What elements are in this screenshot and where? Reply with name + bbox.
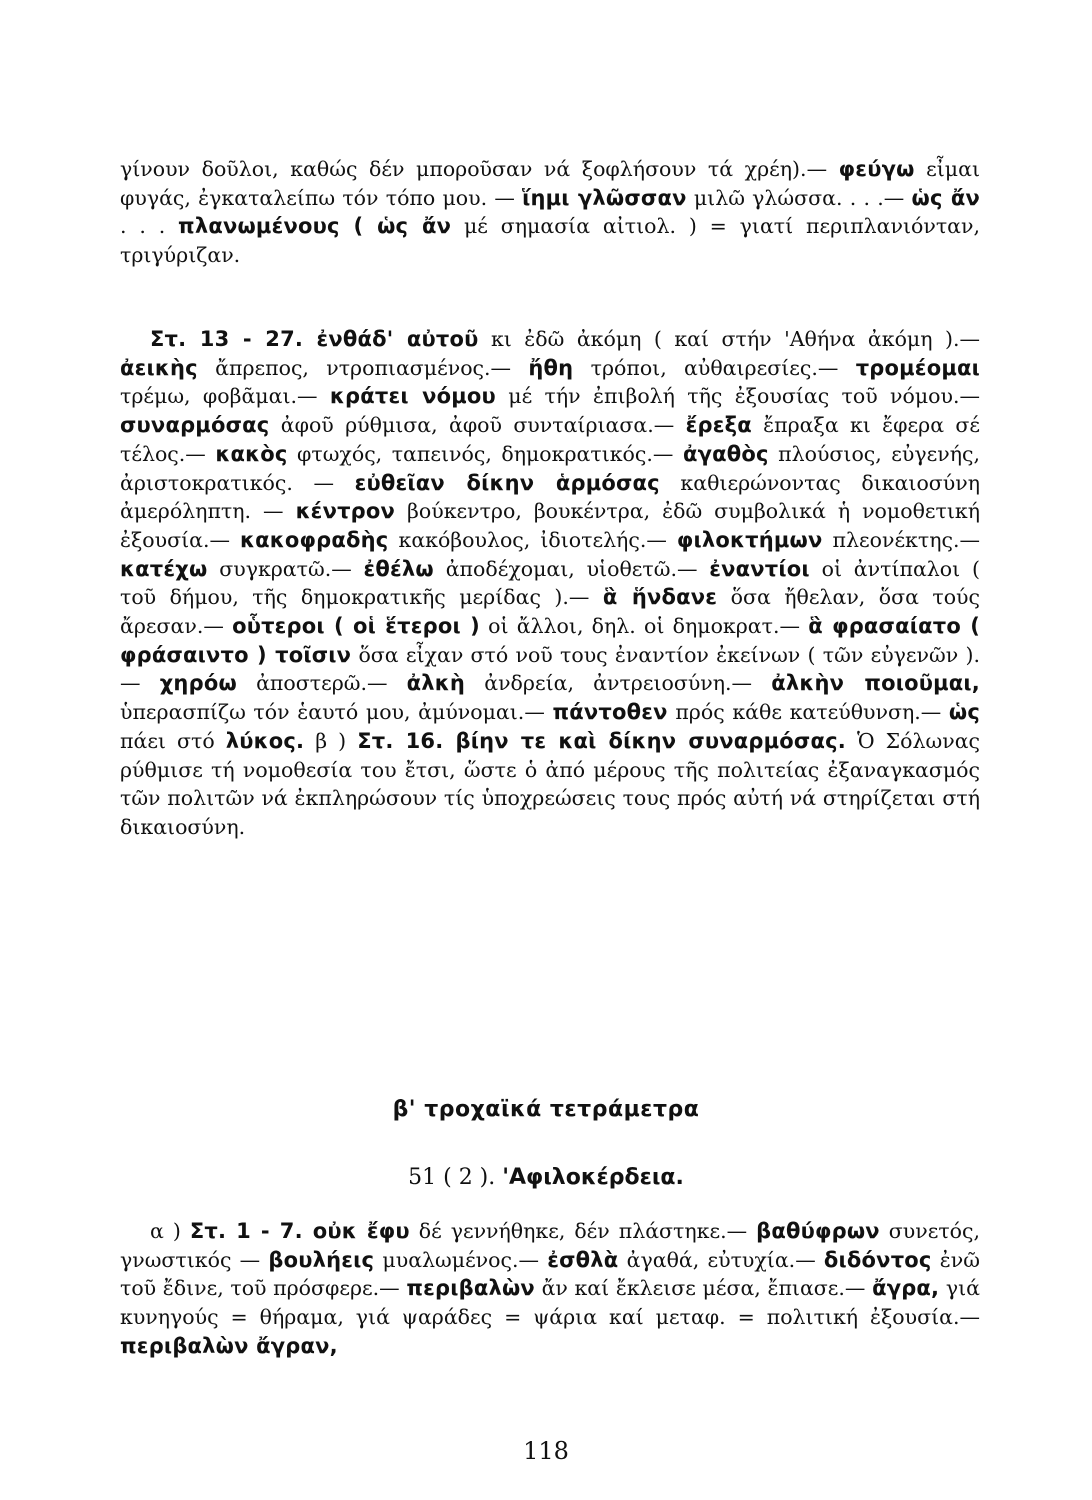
gloss-text: γιά κυνηγούς = θήραμα, γιά ψαράδες = ψάρια καί μεταφ. = πολιτική ἐξουσία.— <box>120 1276 980 1330</box>
gloss-text: κι ἐδῶ ἀκόμη ( καί στήν 'Αθήνα ἀκόμη ).— <box>478 327 981 351</box>
headword: τρομέομαι <box>855 355 980 380</box>
gloss-text: πρός κάθε κατεύθυνση.— <box>667 700 949 725</box>
headword: πάντοθεν <box>552 700 668 725</box>
headword: βουλήεις <box>268 1247 375 1272</box>
headword: χηρόω <box>159 671 237 696</box>
gloss-text: μιλῶ γλώσσα. . . .— <box>686 185 912 210</box>
poem-number: 51 ( 2 ). <box>408 1165 496 1190</box>
gloss-text: εἶμαι φυγάς, ἐγκαταλείπω τόν τόπο μου. — <box>120 157 980 210</box>
gloss-text: πλεονέκτης.— <box>822 527 980 552</box>
headword: φεύγω <box>838 157 915 181</box>
gloss-text: ὅσα εἶχαν στό νοῦ τους ἐναντίον ἐκείνων ( τῶν εὐγενῶν ).— <box>120 642 980 696</box>
gloss-text: μέ τήν ἐπιβολή τῆς ἐξουσίας τοῦ νόμου.— <box>495 384 980 409</box>
gloss-text: συνετός, γνωστικός — <box>120 1219 980 1272</box>
headword: πλανωμένους ( ὡς ἄν <box>178 214 452 239</box>
headword: κέντρον <box>295 499 396 524</box>
headword: ἀεικὴς <box>120 355 198 380</box>
headword: ἵημι γλῶσσαν <box>522 185 687 210</box>
headword: κακοφραδὴς <box>240 527 389 552</box>
headword: Στ. 16. βίην τε καὶ δίκην συναρμόσας. <box>357 728 846 753</box>
headword: οὗτεροι ( οἱ ἕτεροι ) <box>232 614 480 639</box>
headword: βαθύφρων <box>756 1219 880 1243</box>
headword: διδόντος <box>823 1247 932 1272</box>
gloss-text: μέ σημασία αἰτιολ. ) = γιατί περιπλανιόνταν, τριγύριζαν. <box>120 214 980 268</box>
headword: λύκος. <box>225 728 305 753</box>
headword: ἐναντίοι <box>709 556 810 581</box>
glossary-paragraph-lines-13-27 <box>120 325 980 842</box>
gloss-text: ἄπρεπος, ντροπιασμένος.— <box>197 355 529 380</box>
gloss-text: μυαλωμένος.— <box>374 1247 548 1272</box>
headword: φιλοκτήμων <box>676 527 823 552</box>
gloss-text: πάει στό <box>120 728 226 753</box>
headword: κακὸς <box>215 441 288 466</box>
gloss-text: κακόβουλος, ἰδιοτελής.— <box>388 527 677 552</box>
headword: ἀλκὴ <box>406 671 466 696</box>
headword: ὡς <box>948 700 981 725</box>
gloss-text: ὑπερασπίζω τόν ἑαυτό μου, ἀμύνομαι.— <box>120 700 553 725</box>
gloss-text: γίνουν δοῦλοι, καθώς δέν μποροῦσαν νά ξοφλήσουν τά χρέη).— <box>120 157 839 181</box>
gloss-text: οἱ ἄλλοι, δηλ. οἱ δημοκρατ.— <box>479 614 809 639</box>
headword: ἐσθλὰ <box>547 1247 619 1272</box>
gloss-text: ἀγαθά, εὐτυχία.— <box>618 1247 824 1272</box>
gloss-text: τρόποι, αὐθαιρεσίες.— <box>573 355 856 380</box>
page-number: 118 <box>523 1437 569 1465</box>
gloss-text: οἱ ἀντίπαλοι ( τοῦ δήμου, τῆς δημοκρατικῆς μερίδας ).— <box>120 556 980 610</box>
headword: ἤθη <box>528 355 574 380</box>
headword: ἃ ἥνδανε <box>602 585 718 610</box>
headword: Στ. 13 - 27. ἐνθάδ' αὐτοῦ <box>150 327 479 351</box>
gloss-text: β ) <box>304 728 358 753</box>
gloss-text: ἔπραξα κι ἔφερα σέ τέλος.— <box>120 413 980 466</box>
gloss-text: ἐνῶ τοῦ ἔδινε, τοῦ πρόσφερε.— <box>120 1247 980 1301</box>
headword: ἃ φρασαίατο ( φράσαιντο ) τοῖσιν <box>120 614 980 667</box>
gloss-text: φτωχός, ταπεινός, δημοκρατικός.— <box>287 441 683 466</box>
headword: ἄγρα, <box>872 1276 940 1301</box>
headword: εὐθεῖαν δίκην ἁρμόσας <box>354 470 660 495</box>
gloss-text: συγκρατῶ.— <box>207 556 364 581</box>
gloss-text: ὅσα ἤθελαν, ὅσα τούς ἄρεσαν.— <box>120 585 981 639</box>
poem-heading <box>0 1165 1092 1190</box>
gloss-text: ἀνδρεία, ἀντρειοσύνη.— <box>465 671 772 696</box>
gloss-text: . . . <box>120 214 179 239</box>
glossary-paragraph-poem-51 <box>120 1217 980 1361</box>
headword: ὡς ἄν <box>911 185 980 210</box>
glossary-paragraph-continuation <box>120 155 980 270</box>
headword: περιβαλὼν ἄγραν, <box>120 1333 338 1358</box>
gloss-text: ἄν καί ἔκλεισε μέσα, ἔπιασε.— <box>534 1276 873 1301</box>
headword: ἀλκὴν ποιοῦμαι, <box>771 671 980 696</box>
headword: συναρμόσας <box>120 413 270 438</box>
gloss-text: ἀποστερῶ.— <box>236 671 407 696</box>
gloss-text: ἀποδέχομαι, υἱοθετῶ.— <box>433 556 710 581</box>
headword: ἐθέλω <box>363 556 434 581</box>
gloss-text: Ὁ Σόλωνας ρύθμισε τή νομοθεσία του ἔτσι, ὥστε ὁ ἀπό μέρους τῆς πολιτείας ἐξαναγκασμός τῶν πολιτῶν νά ἐκπληρώσουν τίς ὑποχρεώσεις τους πρός αὐτή νά στηρίζεται στή δικαιοσύνη. <box>120 728 981 839</box>
gloss-text: καθιερώνοντας δικαιοσύνη ἀμερόληπτη. — <box>120 470 980 524</box>
headword: κατέχω <box>120 556 208 581</box>
gloss-text: βούκεντρο, βουκέντρα, ἐδῶ συμβολικά ἡ νομοθετική ἐξουσία.— <box>120 499 981 552</box>
gloss-text: α ) <box>150 1219 190 1243</box>
section-title: β' τροχαϊκά τετράμετρα <box>392 1097 700 1122</box>
poem-title: 'Αφιλοκέρδεια. <box>502 1165 684 1190</box>
gloss-text: πλούσιος, εὐγενής, ἀριστοκρατικός. — <box>120 441 981 495</box>
headword: κράτει νόμου <box>329 384 496 409</box>
headword: περιβαλὼν <box>406 1276 535 1301</box>
headword: ἔρεξα <box>685 413 752 438</box>
headword: Στ. 1 - 7. οὐκ ἔφυ <box>189 1219 410 1243</box>
headword: ἀγαθὸς <box>682 441 769 466</box>
gloss-text: ἀφοῦ ρύθμισα, ἀφοῦ συνταίριασα.— <box>269 413 686 438</box>
gloss-text: τρέμω, φοβᾶμαι.— <box>120 384 330 409</box>
gloss-text: δέ γεννήθηκε, δέν πλάστηκε.— <box>409 1219 757 1243</box>
